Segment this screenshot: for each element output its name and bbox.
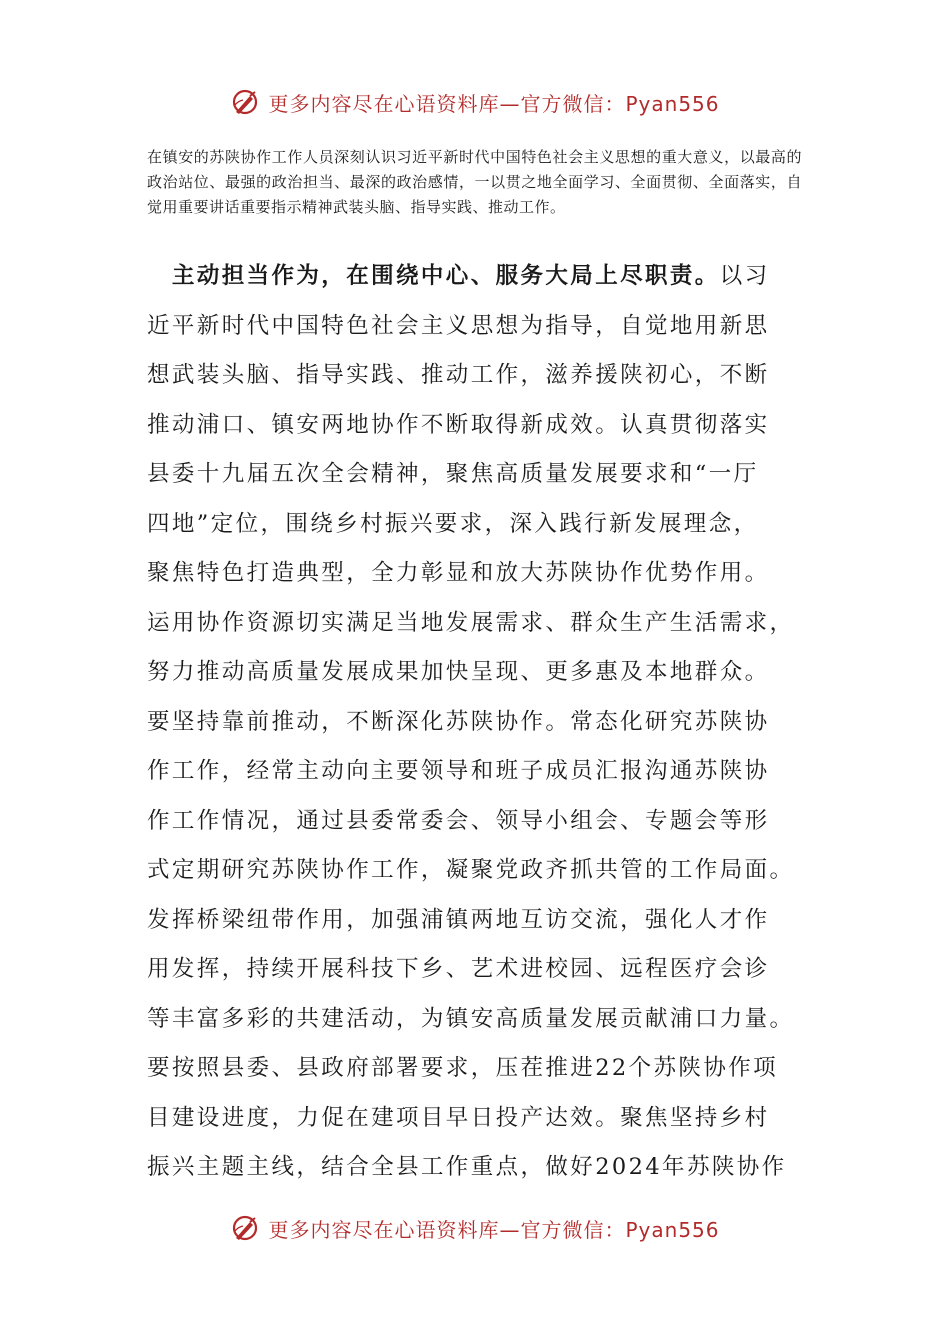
text-line: 想武装头脑、指导实践、推动工作，滋养援陕初心，不断 <box>147 362 770 388</box>
text-line: 作工作情况，通过县委常委会、领导小组会、专题会等形 <box>147 807 770 834</box>
banner-text <box>268 88 719 117</box>
pen-logo-icon <box>230 1213 260 1243</box>
text-line: 式定期研究苏陕协作工作，凝聚党政齐抓共管的工作局面。 <box>147 857 795 883</box>
pen-logo-icon <box>230 87 260 117</box>
text-line: 要坚持靠前推动，不断深化苏陕协作。常态化研究苏陕协 <box>147 708 770 735</box>
paragraph-first-line <box>147 252 802 302</box>
header-banner <box>0 82 950 122</box>
first-line-rest: 以习 <box>719 263 770 289</box>
text-line: 运用协作资源切实满足当地发展需求、群众生产生活需求， <box>147 609 795 636</box>
main-paragraph <box>147 252 802 1193</box>
banner-text <box>268 1214 719 1243</box>
banner-wechat-id: Pyan556 <box>625 1217 720 1242</box>
intro-paragraph: 在镇安的苏陕协作工作人员深刻认识习近平新时代中国特色社会主义思想的重大意义，以最高的政治站位、最强的政治担当、最深的政治感情，一以贯之地全面学习、全面贯彻、全面落实，自觉用重要讲话重要指示精神武装头脑、指导实践、推动工作。 <box>147 148 802 216</box>
banner-wechat-id: Pyan556 <box>625 91 720 116</box>
footer-banner <box>0 1208 950 1248</box>
text-line: 等丰富多彩的共建活动，为镇安高质量发展贡献浦口力量。 <box>147 1005 795 1032</box>
text-line: 聚焦特色打造典型，全力彰显和放大苏陕协作优势作用。 <box>147 560 770 586</box>
text-line: 作工作，经常主动向主要领导和班子成员汇报沟通苏陕协 <box>147 758 770 784</box>
banner-label: 更多内容尽在心语资料库—官方微信： <box>268 1217 626 1242</box>
text-line: 县委十九届五次全会精神，聚焦高质量发展要求和“一厅 <box>147 461 759 487</box>
text-line: 振兴主题主线，结合全县工作重点，做好2024年苏陕协作 <box>147 1154 787 1180</box>
text-line: 近平新时代中国特色社会主义思想为指导，自觉地用新思 <box>147 312 770 339</box>
text-line: 发挥桥梁纽带作用，加强浦镇两地互访交流，强化人才作 <box>147 906 770 933</box>
text-line: 目建设进度，力促在建项目早日投产达效。聚焦坚持乡村 <box>147 1104 770 1131</box>
text-line: 四地”定位，围绕乡村振兴要求，深入践行新发展理念， <box>147 510 759 537</box>
text-line: 推动浦口、镇安两地协作不断取得新成效。认真贯彻落实 <box>147 411 770 438</box>
banner-label: 更多内容尽在心语资料库—官方微信： <box>268 91 626 116</box>
paragraph-heading: 主动担当作为，在围绕中心、服务大局上尽职责。 <box>171 263 720 289</box>
text-line: 用发挥，持续开展科技下乡、艺术进校园、远程医疗会诊 <box>147 956 770 982</box>
text-line: 要按照县委、县政府部署要求，压茬推进22个苏陕协作项 <box>147 1055 779 1081</box>
text-line: 努力推动高质量发展成果加快呈现、更多惠及本地群众。 <box>147 659 770 685</box>
